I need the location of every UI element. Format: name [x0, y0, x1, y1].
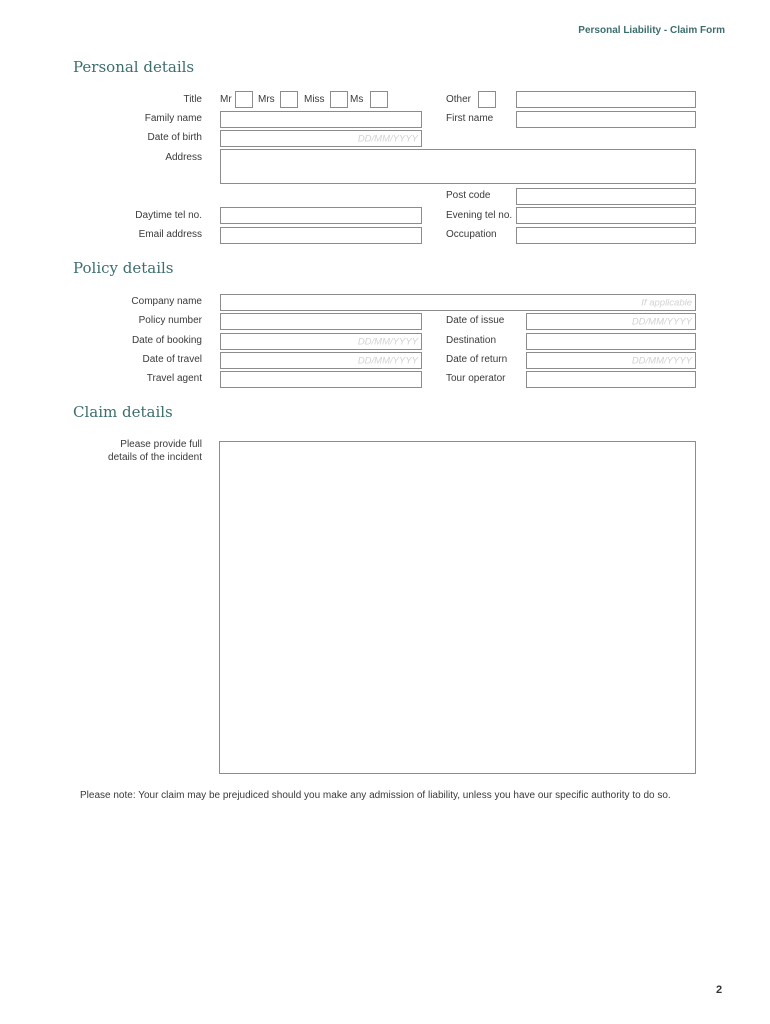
daytime-tel-input[interactable] [220, 207, 422, 224]
occupation-input[interactable] [516, 227, 696, 244]
dob-placeholder: DD/MM/YYYY [357, 133, 418, 144]
policy-number-input[interactable] [220, 313, 422, 330]
form-header-title: Personal Liability - Claim Form [578, 25, 725, 36]
tour-operator-label: Tour operator [446, 373, 506, 384]
title-miss-label: Miss [304, 94, 325, 105]
travel-agent-input[interactable] [220, 371, 422, 388]
destination-input[interactable] [526, 333, 696, 350]
title-other-label: Other [446, 94, 472, 105]
family-name-label: Family name [144, 113, 202, 124]
date-of-issue-input[interactable] [526, 313, 696, 330]
title-mr-label: Mr [220, 94, 232, 105]
postcode-input[interactable] [516, 188, 696, 205]
first-name-label: First name [446, 113, 494, 124]
date-of-issue-label: Date of issue [446, 315, 505, 326]
family-name-input[interactable] [220, 111, 422, 128]
title-other-checkbox[interactable] [478, 91, 496, 108]
date-of-return-input[interactable] [526, 352, 696, 369]
tour-operator-input[interactable] [526, 371, 696, 388]
title-ms-label: Ms [350, 94, 364, 105]
date-of-booking-label: Date of booking [131, 335, 202, 346]
date-of-travel-placeholder: DD/MM/YYYY [357, 355, 418, 366]
address-label: Address [165, 152, 202, 163]
page-number: 2 [716, 984, 723, 996]
policy-number-label: Policy number [138, 315, 202, 326]
email-label: Email address [138, 229, 202, 240]
date-of-return-label: Date of return [446, 354, 508, 365]
title-mr-checkbox[interactable] [235, 91, 253, 108]
date-of-issue-placeholder: DD/MM/YYYY [631, 316, 692, 327]
occupation-label: Occupation [446, 229, 497, 240]
dob-input[interactable] [220, 130, 422, 147]
daytime-tel-label: Daytime tel no. [135, 210, 202, 221]
policy-details-heading: Policy details [73, 259, 174, 277]
title-other-input[interactable] [516, 91, 696, 108]
evening-tel-input[interactable] [516, 207, 696, 224]
destination-label: Destination [446, 335, 497, 346]
company-name-placeholder: If applicable [641, 297, 692, 308]
personal-details-heading: Personal details [73, 58, 195, 76]
date-of-booking-placeholder: DD/MM/YYYY [357, 336, 418, 347]
title-miss-checkbox[interactable] [330, 91, 348, 108]
travel-agent-label: Travel agent [146, 373, 202, 384]
incident-details-textarea[interactable] [219, 441, 696, 774]
email-input[interactable] [220, 227, 422, 244]
evening-tel-label: Evening tel no. [446, 210, 513, 221]
incident-details-label-line1: Please provide full [120, 439, 202, 450]
date-of-booking-input[interactable] [220, 333, 422, 350]
title-mrs-checkbox[interactable] [280, 91, 298, 108]
postcode-label: Post code [446, 190, 491, 201]
address-input[interactable] [220, 149, 696, 184]
date-of-return-placeholder: DD/MM/YYYY [631, 355, 692, 366]
company-name-label: Company name [131, 296, 202, 307]
company-name-input[interactable] [220, 294, 696, 311]
date-of-travel-label: Date of travel [142, 354, 202, 365]
liability-note: Please note: Your claim may be prejudiced should you make any admission of liability, unless you have our specific authority to do so. [80, 790, 671, 801]
incident-details-label-line2: details of the incident [108, 452, 202, 463]
date-of-travel-input[interactable] [220, 352, 422, 369]
title-mrs-label: Mrs [258, 94, 275, 105]
title-ms-checkbox[interactable] [370, 91, 388, 108]
dob-label: Date of birth [147, 132, 202, 143]
first-name-input[interactable] [516, 111, 696, 128]
title-label: Title [183, 94, 202, 105]
claim-details-heading: Claim details [73, 403, 173, 421]
